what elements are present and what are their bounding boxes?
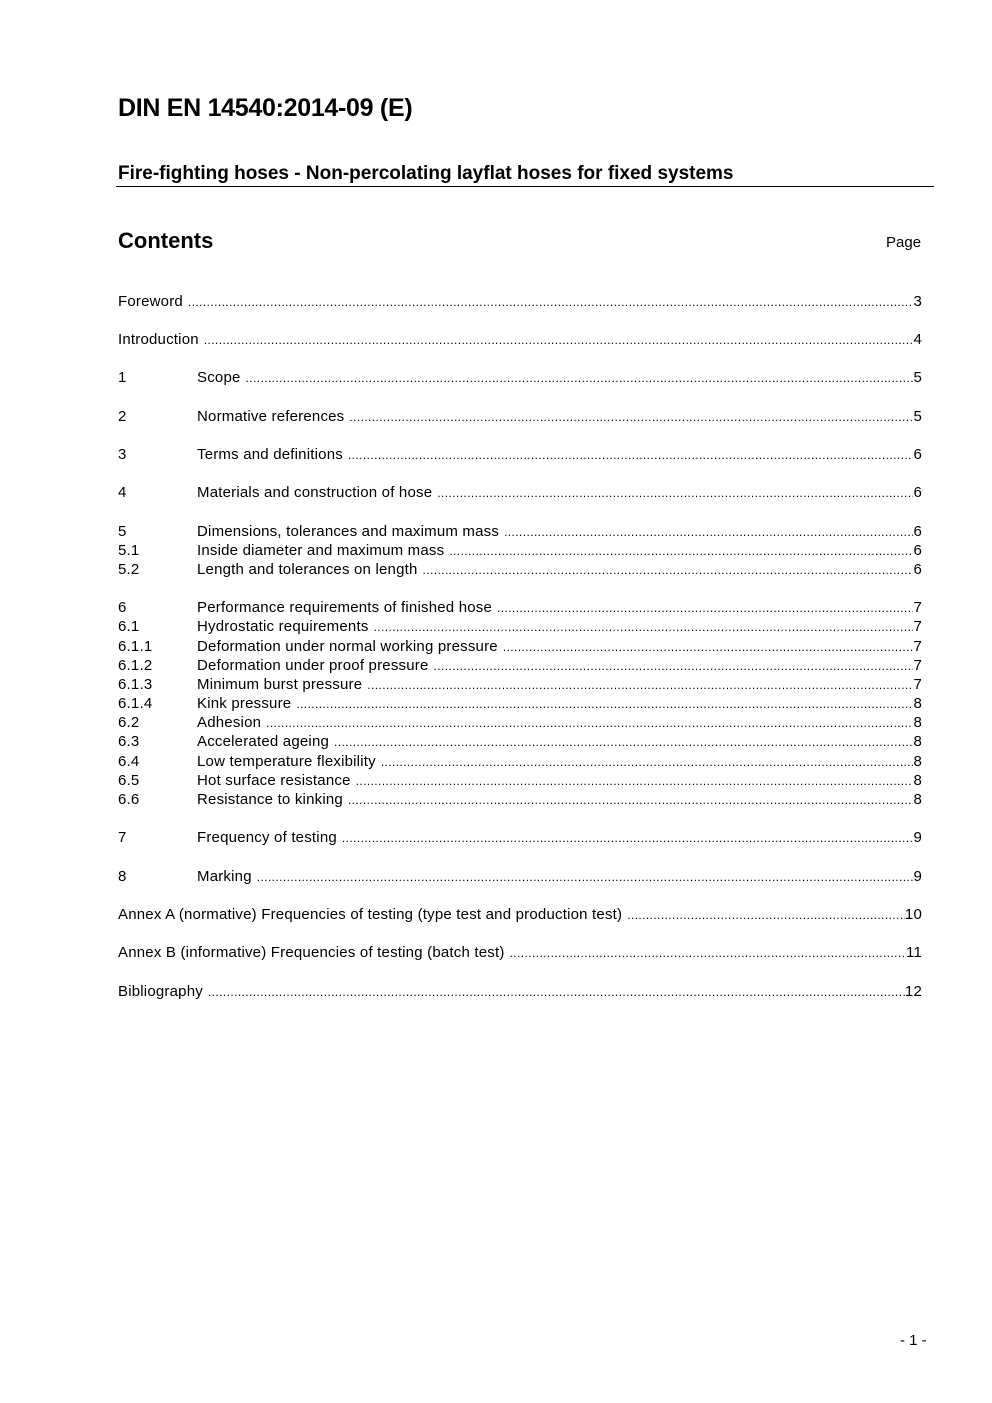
toc-entry-title: Adhesion xyxy=(197,714,262,731)
toc-entry-number: 6.1.2 xyxy=(118,657,153,674)
toc-entry[interactable] xyxy=(118,657,922,676)
title-underline xyxy=(116,186,934,187)
toc-entry-page: 9 xyxy=(913,868,922,885)
toc-entry-number: 6.3 xyxy=(118,733,140,750)
toc-entry-page: 8 xyxy=(913,753,922,770)
toc-dot-leader xyxy=(374,618,914,637)
toc-entry-number: 5 xyxy=(118,523,127,540)
toc-entry-number: 4 xyxy=(118,484,127,501)
toc-dot-leader xyxy=(348,446,914,465)
toc-entry-title: Hydrostatic requirements xyxy=(197,618,369,635)
toc-entry-page: 6 xyxy=(913,484,922,501)
toc-entry-title: Performance requirements of finished hose xyxy=(197,599,493,616)
toc-entry-title: Materials and construction of hose xyxy=(197,484,433,501)
toc-entry[interactable] xyxy=(118,293,922,312)
toc-entry-page: 7 xyxy=(913,638,922,655)
toc-entry-page: 6 xyxy=(913,561,922,578)
toc-entry-title: Minimum burst pressure xyxy=(197,676,363,693)
toc-entry[interactable] xyxy=(118,638,922,657)
toc-dot-leader xyxy=(349,408,913,427)
toc-entry-page: 6 xyxy=(913,523,922,540)
toc-dot-leader xyxy=(497,599,913,618)
toc-entry-number: 6.5 xyxy=(118,772,140,789)
toc-dot-leader xyxy=(627,906,905,925)
toc-entry-number: 8 xyxy=(118,868,127,885)
toc-entry-number: 5.2 xyxy=(118,561,140,578)
toc-entry-title: Scope xyxy=(197,369,241,386)
toc-dot-leader xyxy=(381,753,914,772)
toc-entry-page: 6 xyxy=(913,542,922,559)
toc-entry-page: 5 xyxy=(913,369,922,386)
toc-dot-leader xyxy=(296,695,913,714)
toc-entry-page: 7 xyxy=(913,599,922,616)
toc-entry-title: Foreword xyxy=(118,293,183,310)
toc-entry-page: 10 xyxy=(904,906,922,923)
toc-entry-number: 6.1 xyxy=(118,618,140,635)
toc-entry-title: Annex B (informative) Frequencies of testing (batch test) xyxy=(118,944,505,961)
page-column-heading: Page xyxy=(886,234,922,251)
toc-dot-leader xyxy=(348,791,914,810)
toc-dot-leader xyxy=(246,369,914,388)
toc-entry-page: 7 xyxy=(913,618,922,635)
toc-entry-page: 11 xyxy=(906,944,922,961)
toc-entry-page: 9 xyxy=(913,829,922,846)
toc-entry[interactable] xyxy=(118,733,922,752)
toc-entry-number: 6.1.4 xyxy=(118,695,153,712)
toc-entry-title: Frequency of testing xyxy=(197,829,337,846)
toc-entry-title: Hot surface resistance xyxy=(197,772,351,789)
toc-dot-leader xyxy=(434,657,914,676)
toc-dot-leader xyxy=(208,983,905,1002)
toc-entry[interactable] xyxy=(118,772,922,791)
toc-entry-page: 6 xyxy=(913,446,922,463)
toc-dot-leader xyxy=(334,733,913,752)
toc-dot-leader xyxy=(504,523,913,542)
page-number-footer: - 1 - xyxy=(900,1332,927,1349)
toc-entry-title: Resistance to kinking xyxy=(197,791,343,808)
toc-entry-title: Terms and definitions xyxy=(197,446,343,463)
toc-entry[interactable] xyxy=(118,599,922,618)
toc-entry[interactable] xyxy=(118,676,922,695)
toc-entry-title: Normative references xyxy=(197,408,345,425)
toc-dot-leader xyxy=(510,944,906,963)
toc-entry[interactable] xyxy=(118,829,922,848)
toc-entry[interactable] xyxy=(118,618,922,637)
toc-entry-page: 3 xyxy=(913,293,922,310)
toc-entry[interactable] xyxy=(118,369,922,388)
toc-dot-leader xyxy=(437,484,913,503)
toc-entry-title: Bibliography xyxy=(118,983,203,1000)
toc-entry[interactable] xyxy=(118,408,922,427)
toc-dot-leader xyxy=(449,542,913,561)
toc-entry-page: 7 xyxy=(913,657,922,674)
toc-entry[interactable] xyxy=(118,906,922,925)
toc-entry-number: 1 xyxy=(118,369,127,386)
toc-entry[interactable] xyxy=(118,791,922,810)
toc-entry-page: 12 xyxy=(904,983,922,1000)
toc-entry-number: 6.2 xyxy=(118,714,140,731)
toc-entry-title: Deformation under proof pressure xyxy=(197,657,429,674)
toc-entry-title: Dimensions, tolerances and maximum mass xyxy=(197,523,500,540)
toc-entry-title: Kink pressure xyxy=(197,695,292,712)
toc-entry-title: Introduction xyxy=(118,331,199,348)
toc-entry-number: 3 xyxy=(118,446,127,463)
toc-entry-page: 5 xyxy=(913,408,922,425)
toc-dot-leader xyxy=(503,638,914,657)
toc-entry-page: 7 xyxy=(913,676,922,693)
toc-dot-leader xyxy=(367,676,913,695)
toc-entry-number: 6 xyxy=(118,599,127,616)
toc-entry-title: Deformation under normal working pressure xyxy=(197,638,498,655)
toc-entry-number: 2 xyxy=(118,408,127,425)
toc-entry[interactable] xyxy=(118,523,922,542)
toc-entry-page: 8 xyxy=(913,791,922,808)
toc-dot-leader xyxy=(257,868,914,887)
toc-entry-title: Inside diameter and maximum mass xyxy=(197,542,445,559)
toc-entry-title: Low temperature flexibility xyxy=(197,753,376,770)
toc-entry-number: 5.1 xyxy=(118,542,140,559)
toc-entry[interactable] xyxy=(118,484,922,503)
toc-entry-title: Marking xyxy=(197,868,252,885)
toc-entry[interactable] xyxy=(118,561,922,580)
toc-entry[interactable] xyxy=(118,714,922,733)
toc-entry-number: 6.6 xyxy=(118,791,140,808)
toc-dot-leader xyxy=(266,714,913,733)
toc-entry-page: 4 xyxy=(913,331,922,348)
toc-entry[interactable] xyxy=(118,868,922,887)
toc-entry-number: 6.4 xyxy=(118,753,140,770)
toc-entry[interactable] xyxy=(118,446,922,465)
document-id: DIN EN 14540:2014-09 (E) xyxy=(118,94,413,122)
toc-entry-number: 7 xyxy=(118,829,127,846)
toc-entry-number: 6.1.1 xyxy=(118,638,153,655)
toc-entry-title: Annex A (normative) Frequencies of testing (type test and production test) xyxy=(118,906,623,923)
toc-dot-leader xyxy=(423,561,914,580)
contents-heading: Contents xyxy=(118,228,214,253)
toc-entry-title: Accelerated ageing xyxy=(197,733,330,750)
toc-entry-number: 6.1.3 xyxy=(118,676,153,693)
toc-entry[interactable] xyxy=(118,983,922,1002)
toc-entry[interactable] xyxy=(118,753,922,772)
toc-entry-page: 8 xyxy=(913,695,922,712)
toc-entry-page: 8 xyxy=(913,714,922,731)
toc-entry-page: 8 xyxy=(913,733,922,750)
toc-entry[interactable] xyxy=(118,695,922,714)
toc-dot-leader xyxy=(356,772,914,791)
toc-entry-page: 8 xyxy=(913,772,922,789)
toc-dot-leader xyxy=(204,331,914,350)
toc-entry[interactable] xyxy=(118,331,922,350)
toc-entry[interactable] xyxy=(118,944,922,963)
document-title: Fire-fighting hoses - Non-percolating layflat hoses for fixed systems xyxy=(118,163,734,184)
toc-entry[interactable] xyxy=(118,542,922,561)
toc-dot-leader xyxy=(342,829,914,848)
toc-entry-title: Length and tolerances on length xyxy=(197,561,418,578)
toc-dot-leader xyxy=(188,293,913,312)
